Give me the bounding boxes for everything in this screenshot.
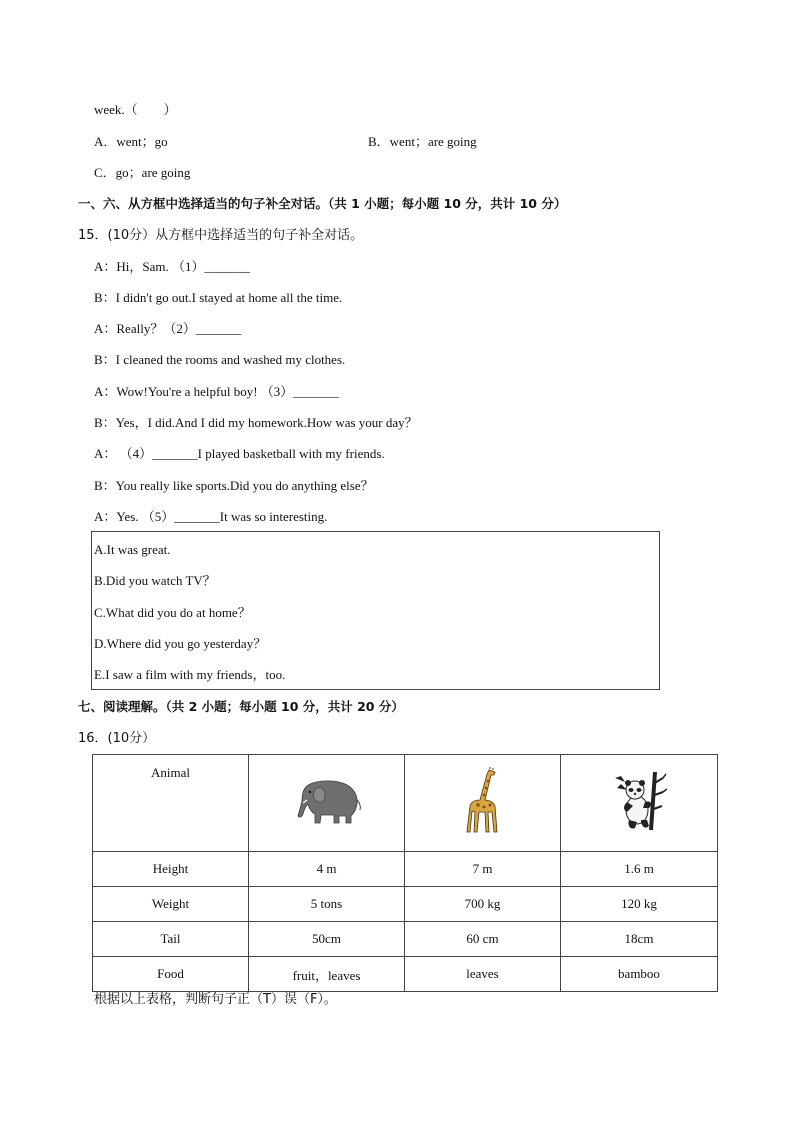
table-cell: 5 tons: [249, 887, 405, 922]
elephant-icon: [291, 776, 363, 826]
dialogue-line-1: A：Hi，Sam. （1）_______: [94, 259, 251, 274]
option-b: B.Did you watch TV？: [94, 573, 216, 588]
option-e: E.I saw a film with my friends，too.: [94, 667, 286, 682]
dialogue-line-3: A：Really？（2）_______: [94, 321, 242, 336]
q15-stem: 15．(10分）从方框中选择适当的句子补全对话。: [78, 228, 364, 243]
table-cell: 18cm: [561, 922, 718, 957]
q16-stem: 16．(10分）: [78, 731, 156, 746]
table-cell: bamboo: [561, 957, 718, 992]
options-box: [91, 531, 660, 690]
giraffe-icon: [461, 766, 505, 836]
option-d: D.Where did you go yesterday？: [94, 636, 267, 651]
dialogue-line-9: A：Yes. （5）_______It was so interesting.: [94, 509, 328, 524]
table-cell: 60 cm: [405, 922, 561, 957]
option-c: C.What did you do at home？: [94, 605, 251, 620]
table-cell: 4 m: [249, 852, 405, 887]
table-cell: fruit，leaves: [249, 957, 405, 992]
header-label: Animal: [151, 765, 190, 780]
table-cell: 700 kg: [405, 887, 561, 922]
elephant-cell: [249, 755, 405, 852]
q14-option-c[interactable]: C．go；are going: [94, 165, 191, 180]
table-row-tail: [93, 922, 718, 957]
dialogue-line-4: B：I cleaned the rooms and washed my clothes.: [94, 352, 346, 367]
row-label: Tail: [93, 922, 249, 957]
q14-option-a[interactable]: A．went；go: [94, 134, 168, 149]
table-row-weight: [93, 887, 718, 922]
giraffe-cell: [405, 755, 561, 852]
panda-icon: [611, 770, 667, 832]
q14-option-b[interactable]: B．went；are going: [368, 134, 477, 149]
header-label-cell: [93, 755, 249, 852]
panda-cell: [561, 755, 718, 852]
table-cell: 50cm: [249, 922, 405, 957]
dialogue-line-2: B：I didn't go out.I stayed at home all the time.: [94, 290, 343, 305]
dialogue-line-7: A： （4）_______I played basketball with my friends.: [94, 446, 385, 461]
table-cell: leaves: [405, 957, 561, 992]
table-cell: 7 m: [405, 852, 561, 887]
table-row-height: [93, 852, 718, 887]
table-cell: 1.6 m: [561, 852, 718, 887]
q16-instruction: 根据以上表格，判断句子正（T）误（F）。: [94, 992, 337, 1007]
table-cell: 120 kg: [561, 887, 718, 922]
q14-stem-end: week.（ ）: [94, 102, 177, 117]
section-six-heading: 一、六、从方框中选择适当的句子补全对话。（共 1 小题；每小题 10 分，共计 10 分）: [78, 196, 567, 211]
row-label: Food: [93, 957, 249, 992]
table-header-row: [93, 755, 718, 852]
dialogue-line-5: A：Wow!You're a helpful boy! （3）_______: [94, 384, 339, 399]
row-label: Height: [93, 852, 249, 887]
section-seven-heading: 七、阅读理解。（共 2 小题；每小题 10 分，共计 20 分）: [78, 699, 404, 714]
row-label: Weight: [93, 887, 249, 922]
animal-table: [92, 754, 718, 992]
table-row-food: [93, 957, 718, 992]
dialogue-line-6: B：Yes，I did.And I did my homework.How was your day？: [94, 415, 418, 430]
dialogue-line-8: B：You really like sports.Did you do anything else？: [94, 478, 374, 493]
option-a: A.It was great.: [94, 542, 171, 557]
